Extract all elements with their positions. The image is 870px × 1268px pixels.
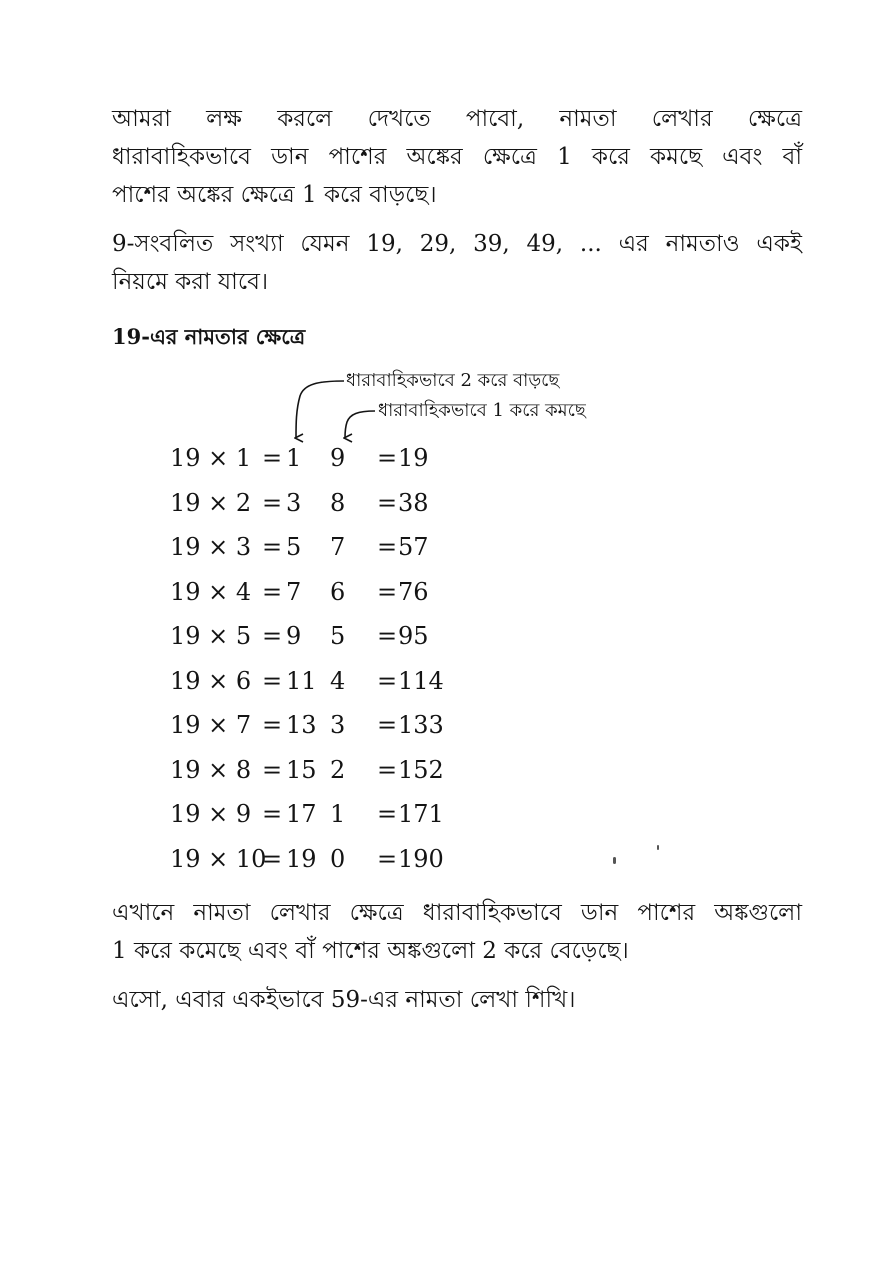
rule-line-1: 9-সংবলিত সংখ্যা যেমন 19, 29, 39, 49, ... এর নামতাও একই <box>112 231 802 257</box>
table-expression: 19 × 8 <box>170 755 252 784</box>
table-result: 57 <box>398 533 429 561</box>
right-digit: 7 <box>330 533 346 561</box>
conclusion-line-1: এখানে নামতা লেখার ক্ষেত্রে ধারাবাহিকভাবে ডান পাশের অঙ্কগুলো <box>112 900 802 926</box>
table-result: 38 <box>398 488 429 517</box>
equals-sign: = <box>262 800 283 828</box>
table-result: 76 <box>398 577 429 606</box>
scan-speck <box>613 857 616 864</box>
right-digit: 4 <box>330 666 346 695</box>
intro-line-2: ধারাবাহিকভাবে ডান পাশের অঙ্কের ক্ষেত্রে 1 করে কমছে এবং বাঁ <box>112 144 802 170</box>
table-expression: 19 × 1 <box>170 444 252 472</box>
left-digits: 11 <box>286 666 317 695</box>
intro-line-1: আমরা লক্ষ করলে দেখতে পাবো, নামতা লেখার ক্ষেত্রে <box>112 106 802 132</box>
table-result: 152 <box>398 755 444 784</box>
equals-sign: = <box>377 711 398 739</box>
table-result: 114 <box>398 666 444 695</box>
scan-speck <box>657 845 659 850</box>
equals-sign: = <box>262 755 283 784</box>
table-expression: 19 × 4 <box>170 577 252 606</box>
right-digit: 2 <box>330 755 346 784</box>
left-digits: 9 <box>286 622 302 650</box>
right-digit: 1 <box>330 800 346 828</box>
next-step-paragraph <box>112 981 802 1019</box>
right-digit: 8 <box>330 488 346 517</box>
table-expression: 19 × 7 <box>170 711 252 739</box>
left-digits: 19 <box>286 844 317 873</box>
conclusion-line-2: 1 করে কমেছে এবং বাঁ পাশের অঙ্কগুলো 2 করে বেড়েছে। <box>112 938 629 964</box>
left-digits: 5 <box>286 533 302 561</box>
equals-sign: = <box>262 666 283 695</box>
left-digits: 7 <box>286 577 302 606</box>
table-expression: 19 × 5 <box>170 622 252 650</box>
equals-sign: = <box>377 622 398 650</box>
table-result: 95 <box>398 622 429 650</box>
equals-sign: = <box>262 711 283 739</box>
equals-sign: = <box>377 577 398 606</box>
arrow-to-left-digits <box>296 381 344 438</box>
table-result: 133 <box>398 711 444 739</box>
right-digit: 9 <box>330 444 346 472</box>
rule-paragraph <box>112 225 802 301</box>
table-result: 190 <box>398 844 444 873</box>
intro-paragraph <box>112 100 802 214</box>
equals-sign: = <box>262 444 283 472</box>
table-expression: 19 × 2 <box>170 488 252 517</box>
table-result: 171 <box>398 800 444 828</box>
equals-sign: = <box>262 844 283 873</box>
left-digits: 1 <box>286 444 302 472</box>
right-digit: 0 <box>330 844 346 873</box>
table-result: 19 <box>398 444 429 472</box>
equals-sign: = <box>262 488 283 517</box>
equals-sign: = <box>262 622 283 650</box>
left-digits: 13 <box>286 711 317 739</box>
equals-sign: = <box>377 444 398 472</box>
next-step-line: এসো, এবার একইভাবে 59-এর নামতা লেখা শিখি। <box>112 987 576 1013</box>
equals-sign: = <box>377 755 398 784</box>
right-digit: 5 <box>330 622 346 650</box>
equals-sign: = <box>377 666 398 695</box>
equals-sign: = <box>377 800 398 828</box>
table-expression: 19 × 6 <box>170 666 252 695</box>
annotation-left-digits: ধারাবাহিকভাবে 2 করে বাড়ছে <box>346 370 560 391</box>
left-digits: 17 <box>286 800 317 828</box>
right-digit: 6 <box>330 577 346 606</box>
equals-sign: = <box>262 577 283 606</box>
intro-line-3: পাশের অঙ্কের ক্ষেত্রে 1 করে বাড়ছে। <box>112 182 437 208</box>
table-expression: 19 × 3 <box>170 533 252 561</box>
arrow-to-right-digits <box>345 411 375 438</box>
equals-sign: = <box>377 533 398 561</box>
left-digits: 15 <box>286 755 317 784</box>
right-digit: 3 <box>330 711 346 739</box>
equals-sign: = <box>377 844 398 873</box>
annotation-right-digits: ধারাবাহিকভাবে 1 করে কমছে <box>378 400 586 421</box>
table-expression: 19 × 9 <box>170 800 252 828</box>
equals-sign: = <box>262 533 283 561</box>
section-heading: 19-এর নামতার ক্ষেত্রে <box>112 324 306 349</box>
conclusion-paragraph <box>112 894 802 970</box>
table-expression: 19 × 10 <box>170 844 267 873</box>
equals-sign: = <box>377 488 398 517</box>
left-digits: 3 <box>286 488 302 517</box>
rule-line-2: নিয়মে করা যাবে। <box>112 269 269 295</box>
